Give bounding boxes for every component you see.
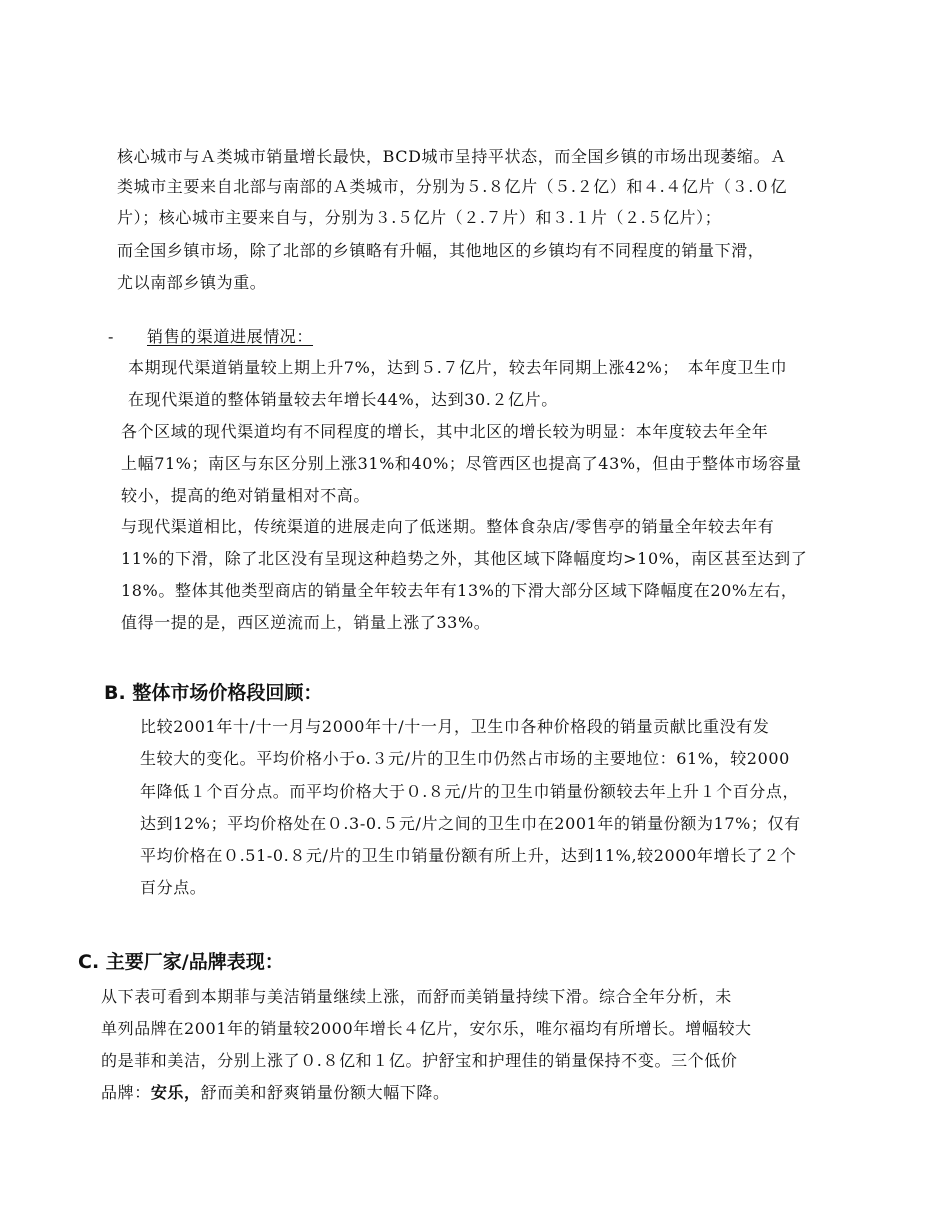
- channel-line-5: 较小，提高的绝对销量相对不高。: [121, 486, 371, 505]
- channel-bullet: -: [108, 327, 115, 346]
- intro-line-5: 尤以南部乡镇为重。: [117, 273, 267, 292]
- section-b-heading: B. 整体市场价格段回顾：: [104, 682, 323, 704]
- section-c-line-3: 的是菲和美洁，分别上涨了０.８亿和１亿。护舒宝和护理佳的销量保持不变。三个低价: [101, 1051, 738, 1070]
- section-b-line-3: 年降低１个百分点。而平均价格大于０.８元/片的卫生巾销量份额较去年上升１个百分点，: [140, 782, 800, 801]
- section-b-line-5: 平均价格在０.51-0.８元/片的卫生巾销量份额有所上升，达到11%,较2000年增长了２个: [140, 846, 797, 865]
- section-c-line-4-rest: 舒而美和舒爽销量份额大幅下降。: [200, 1083, 450, 1102]
- section-c-line-2: 单列品牌在2001年的销量较2000年增长４亿片，安尔乐，唯尔福均有所增长。增幅较大: [101, 1019, 752, 1038]
- channel-line-3: 各个区域的现代渠道均有不同程度的增长，其中北区的增长较为明显：本年度较去年全年: [121, 422, 769, 441]
- channel-line-4: 上幅71%；南区与东区分别上涨31%和40%；尽管西区也提高了43%，但由于整体市场容量: [121, 454, 802, 473]
- section-c-line-1: 从下表可看到本期菲与美洁销量继续上涨，而舒而美销量持续下滑。综合全年分析，未: [101, 987, 732, 1006]
- section-c-line-4: [101, 1082, 450, 1104]
- intro-line-1: 核心城市与Ａ类城市销量增长最快，BCD城市呈持平状态，而全国乡镇的市场出现萎缩。Ａ: [117, 147, 787, 166]
- channel-line-6: 与现代渠道相比，传统渠道的进展走向了低迷期。整体食杂店/零售亭的销量全年较去年有: [121, 517, 775, 536]
- channel-line-7: 11%的下滑，除了北区没有呈现这种趋势之外，其他区域下降幅度均>10%，南区甚至达到了: [121, 549, 808, 568]
- section-b-line-6: 百分点。: [140, 878, 207, 897]
- brand-anle-bold: 安乐，: [150, 1083, 201, 1102]
- intro-line-4: 而全国乡镇市场，除了北部的乡镇略有升幅，其他地区的乡镇均有不同程度的销量下滑，: [117, 241, 765, 260]
- section-b-line-4: 达到12%；平均价格处在０.3-0.５元/片之间的卫生巾在2001年的销量份额为17%；仅有: [140, 814, 801, 833]
- section-c-line-4-prefix: 品牌：: [101, 1083, 151, 1102]
- channel-title: 销售的渠道进展情况：: [147, 327, 314, 346]
- intro-line-3: 片）；核心城市主要来自与，分别为３.５亿片（２.７片）和３.１片（２.５亿片）；: [117, 208, 722, 227]
- channel-line-1: 本期现代渠道销量较上期上升7%，达到５.７亿片，较去年同期上涨42%； 本年度卫生巾: [128, 358, 788, 377]
- channel-line-2: 在现代渠道的整体销量较去年增长44%，达到30.２亿片。: [128, 390, 558, 409]
- channel-line-8: 18%。整体其他类型商店的销量全年较去年有13%的下滑大部分区域下降幅度在20%左右，: [121, 581, 798, 600]
- channel-line-9: 值得一提的是，西区逆流而上，销量上涨了33%。: [121, 613, 491, 632]
- section-b-line-2: 生较大的变化。平均价格小于o.３元/片的卫生巾仍然占市场的主要地位：61%，较2000: [140, 749, 790, 768]
- intro-line-2: 类城市主要来自北部与南部的Ａ类城市，分别为５.８亿片（５.２亿）和４.４亿片（３.０亿: [117, 177, 788, 196]
- section-b-line-1: 比较2001年十/十一月与2000年十/十一月，卫生巾各种价格段的销量贡献比重没有发: [140, 717, 770, 736]
- section-c-heading: C. 主要厂家/品牌表现：: [78, 951, 284, 973]
